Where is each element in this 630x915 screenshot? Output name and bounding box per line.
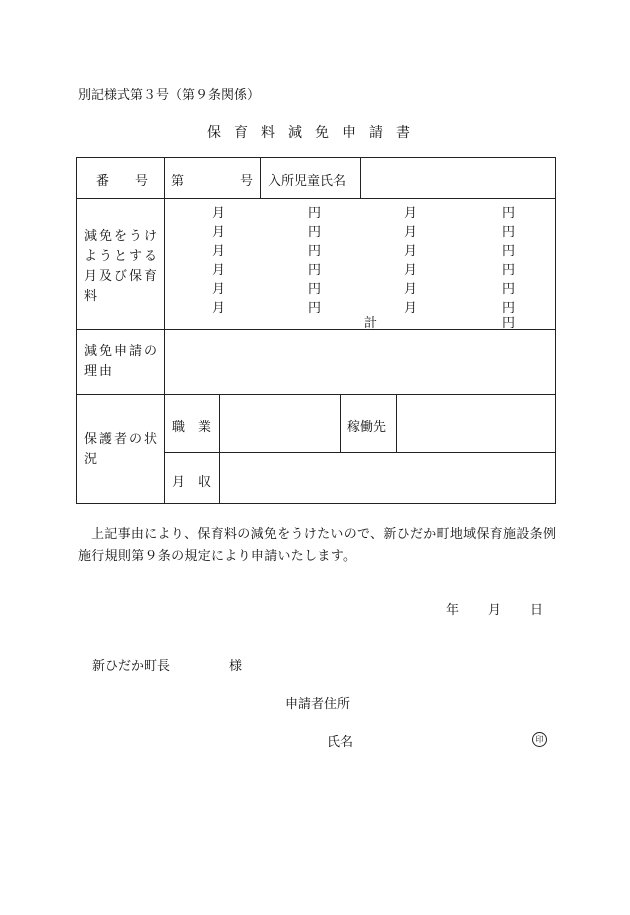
month-cell: 月: [404, 225, 418, 240]
yen-cell: 円: [308, 244, 322, 259]
month-cell: 月: [404, 263, 418, 278]
request-statement: 上記事由により、保育料の減免をうけたいので、新ひだか町地域保育施設条例施行規則第９条の規定により申請いたします。: [78, 527, 557, 564]
total-yen: 円: [502, 316, 516, 331]
application-form-table: [76, 157, 556, 504]
addressee-name: 新ひだか町長: [92, 659, 171, 674]
yen-cell: 円: [502, 282, 516, 297]
month-cell: 月: [212, 282, 226, 297]
reason-label: 減免申請の理由: [84, 344, 160, 379]
yen-cell: 円: [308, 263, 322, 278]
month-cell: 月: [212, 225, 226, 240]
total-label: 計: [364, 316, 378, 331]
months-fee-label: 減免をうけようとする月及び保育料: [84, 229, 160, 304]
month-cell: 月: [212, 301, 226, 316]
month-cell: 月: [212, 263, 226, 278]
date-day: 日: [530, 603, 544, 618]
month-cell: 月: [404, 206, 418, 221]
yen-cell: 円: [308, 225, 322, 240]
child-name-label: 入所児童氏名: [268, 174, 347, 189]
yen-cell: 円: [502, 263, 516, 278]
yen-cell: 円: [502, 244, 516, 259]
yen-cell: 円: [502, 206, 516, 221]
addressee-honorific: 様: [229, 659, 243, 674]
applicant-name-label: 氏名: [327, 735, 354, 750]
yen-cell: 円: [308, 206, 322, 221]
date-year: 年: [446, 603, 460, 618]
guardian-status-label: 保護者の状況: [84, 432, 160, 467]
month-cell: 月: [404, 301, 418, 316]
income-label: 月 収: [172, 475, 212, 490]
number-label: 番 号: [96, 174, 149, 189]
yen-cell: 円: [308, 301, 322, 316]
workplace-label: 稼働先: [347, 420, 387, 435]
form-number-header: 別記様式第３号（第９条関係）: [78, 88, 261, 103]
month-cell: 月: [212, 244, 226, 259]
number-suffix: 号: [240, 174, 254, 189]
month-cell: 月: [212, 206, 226, 221]
seal-mark-icon: 印: [532, 732, 547, 747]
document-title: 保育料減免申請書: [207, 125, 423, 141]
number-prefix: 第: [171, 174, 185, 189]
yen-cell: 円: [308, 282, 322, 297]
month-cell: 月: [404, 244, 418, 259]
yen-cell: 円: [502, 225, 516, 240]
date-month: 月: [488, 603, 502, 618]
occupation-label: 職 業: [172, 420, 212, 435]
yen-cell: 円: [502, 301, 516, 316]
applicant-address-label: 申請者住所: [285, 697, 351, 712]
month-cell: 月: [404, 282, 418, 297]
